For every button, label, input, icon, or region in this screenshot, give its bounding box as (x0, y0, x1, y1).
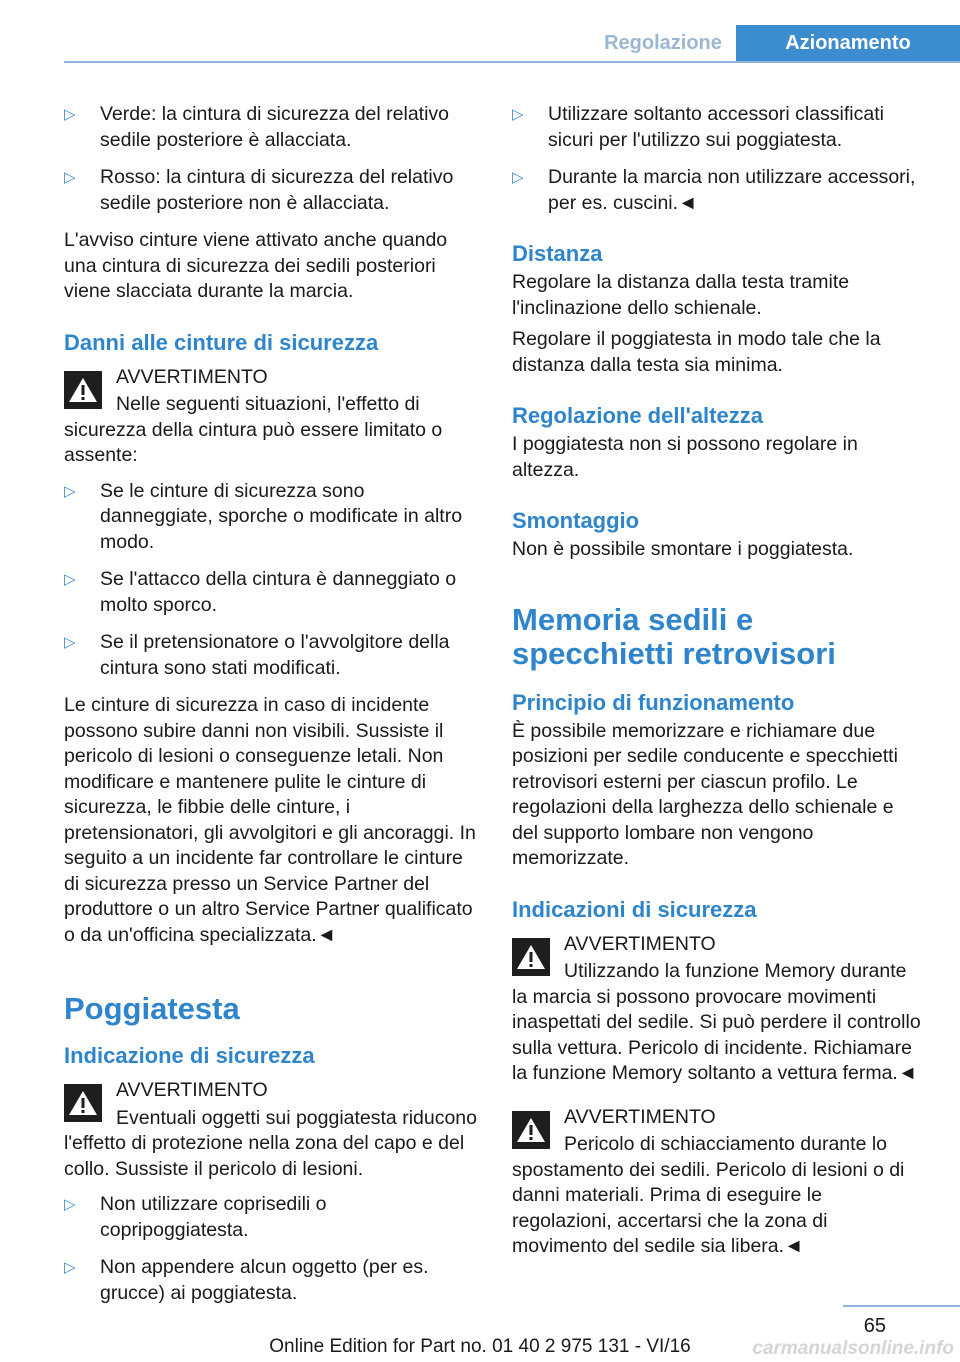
paragraph: Regolare il poggiatesta in modo tale che la distanza dalla testa sia minima. (512, 328, 881, 376)
warning-text (64, 392, 480, 469)
section-heading-principio: Principio di funzionamento (512, 689, 795, 715)
list-item: ▷ Se le cinture di sicurezza sono danneggiate, sporche o modificate in altro modo. (64, 479, 480, 556)
warning-title: AVVERTIMENTO (564, 932, 716, 955)
tab-regolazione[interactable]: Regolazione (604, 32, 722, 54)
page-number: 65 (863, 1315, 886, 1337)
warning-triangle-icon (64, 371, 102, 409)
section-heading-danni: Danni alle cinture di sicurezza (64, 329, 379, 355)
paragraph: Regolare la distanza dalla testa tramite l'inclinazione dello schienale. (512, 271, 850, 319)
warning-title: AVVERTIMENTO (564, 1105, 716, 1128)
section-heading-smontaggio: Smontaggio (512, 508, 640, 533)
warning-body: Pericolo di schiacciamento durante lo spostamento dei sedili. Pericolo di lesioni o di danni materiali. Prima di eseguire le regolazioni, accertarsi che la zona di movimento del sedile sia libera.◄ (512, 1133, 905, 1257)
section-heading-distanza: Distanza (512, 241, 603, 266)
warning-title: AVVERTIMENTO (116, 365, 268, 388)
list-item: ▷ Non appendere alcun oggetto (per es. grucce) ai poggiatesta. (64, 1255, 480, 1306)
section-heading-altezza: Regolazione dell'altezza (512, 403, 763, 428)
chapter-title-poggiatesta: Poggiatesta (64, 991, 240, 1026)
warning-body: Nelle seguenti situazioni, l'effetto di sicurezza della cintura può essere limitato o assente: (64, 393, 443, 466)
list-item: ▷ Se il pretensionatore o l'avvolgitore della cintura sono stati modificati. (64, 630, 480, 681)
footer-rule (843, 1305, 960, 1307)
warning-header (512, 932, 922, 958)
header-tabs (590, 25, 960, 62)
list-item: ▷ Rosso: la cintura di sicurezza del relativo sedile posteriore non è allacciata. (64, 165, 480, 216)
edition-footer: Online Edition for Part no. 01 40 2 975 131 - VI/16 (269, 1336, 691, 1357)
tab-azionamento[interactable]: Azionamento (736, 25, 960, 62)
warning-body: Utilizzando la funzione Memory durante la marcia si possono provocare movimenti inaspettati del sedile. Si può perdere il controllo sulla vettura. Pericolo di incidente. Richiamare la funzione Memory soltanto a vettura ferma.◄ (512, 960, 921, 1084)
warning-triangle-icon (512, 938, 550, 976)
list-item: ▷ Durante la marcia non utilizzare accessori, per es. cuscini.◄ (512, 165, 922, 216)
list-item: ▷ Non utilizzare coprisedili o copripoggiatesta. (64, 1192, 480, 1243)
warning-block (64, 365, 480, 469)
warning-block (64, 1078, 480, 1182)
list-item: ▷ Se l'attacco della cintura è danneggiato o molto sporco. (64, 567, 480, 618)
warning-block (512, 932, 922, 1087)
warning-body: Eventuali oggetti sui poggiatesta riducono l'effetto di protezione nella zona del capo e del collo. Sussiste il pericolo di lesioni. (64, 1106, 477, 1180)
left-column (64, 102, 480, 1318)
warning-block (512, 1105, 922, 1260)
warning-text (512, 959, 922, 1087)
paragraph: I poggiatesta non si possono regolare in altezza. (512, 433, 858, 481)
paragraph: L'avviso cinture viene attivato anche quando una cintura di sicurezza dei sedili posteriori viene slacciata durante la marcia. (64, 229, 448, 302)
paragraph: Non è possibile smontare i poggiatesta. (512, 538, 854, 560)
section-heading-indicazioni: Indicazioni di sicurezza (512, 896, 757, 922)
header-rule (64, 61, 960, 63)
list-item: ▷ Verde: la cintura di sicurezza del relativo sedile posteriore è allacciata. (64, 102, 480, 153)
right-column (512, 102, 922, 1270)
warning-header (64, 1078, 480, 1104)
paragraph: È possibile memorizzare e richiamare due posizioni per sedile conducente e specchietti retrovisori esterni per ciascun profilo. Le regolazioni della larghezza dello schienale e del supporto lombare non vengono memorizzate. (512, 719, 898, 869)
warning-triangle-icon (64, 1084, 102, 1122)
warning-header (512, 1105, 922, 1131)
warning-text (64, 1106, 480, 1183)
warning-title: AVVERTIMENTO (116, 1079, 268, 1101)
section-heading-indicazione: Indicazione di sicurezza (64, 1043, 315, 1068)
list-item: ▷ Utilizzare soltanto accessori classificati sicuri per l'utilizzo sui poggiatesta. (512, 102, 922, 153)
paragraph: Le cinture di sicurezza in caso di incidente possono subire danni non visibili. Sussiste il pericolo di lesioni o conseguenze letali. Non modificare e mantenere pulite le cinture di sicurezza, le fibbie delle cinture, i pretensionatori, gli avvolgitori e gli ancoraggi. In seguito a un incidente far controllare le cinture di sicurezza presso un Service Partner del produttore o un altro Service Partner qualificato o da un'officina specializzata.◄ (64, 694, 476, 946)
warning-text (512, 1132, 922, 1260)
warning-triangle-icon (512, 1111, 550, 1149)
chapter-title-memoria: Memoria sedili e specchietti retrovisori (512, 601, 836, 671)
watermark: carmanualsonline.info (752, 1338, 954, 1359)
warning-header (64, 365, 480, 391)
